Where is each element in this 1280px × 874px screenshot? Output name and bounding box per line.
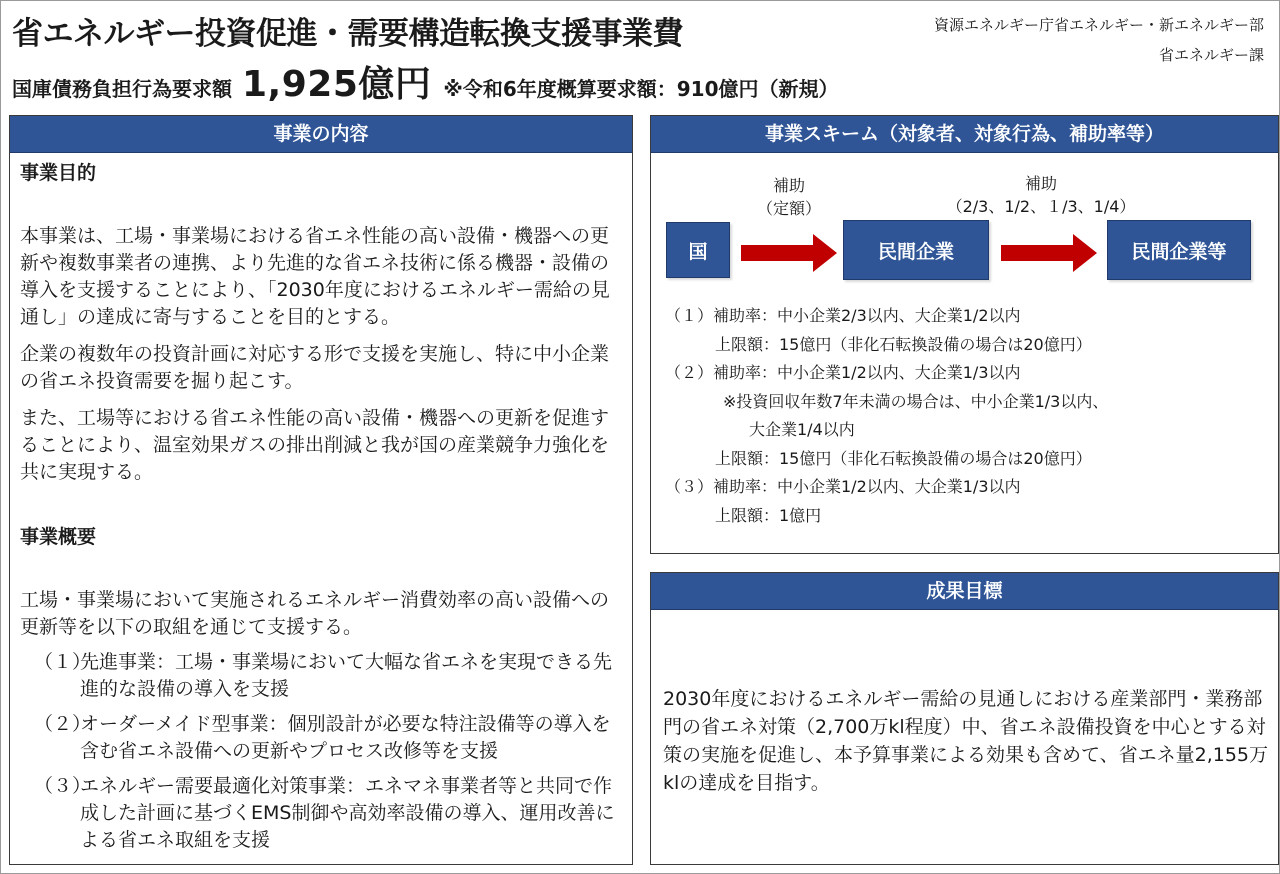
overview-heading: 事業概要 <box>20 526 97 548</box>
rate-3-rate: （３）補助率：中小企業1/2以内、大企業1/3以内 <box>665 477 1021 496</box>
overview-item-number: （１） <box>34 651 92 673</box>
purpose-section <box>20 160 624 486</box>
budget-amount: 1,925億円 <box>242 64 432 105</box>
country-box: 国 <box>666 222 730 278</box>
arrow1-label-line1: 補助 <box>772 176 805 195</box>
page-title: 省エネルギー投資促進・需要構造転換支援事業費 <box>12 16 683 52</box>
right-arrow-icon <box>1001 234 1099 272</box>
overview-item-1 <box>20 649 624 703</box>
budget-line <box>12 56 838 107</box>
right-arrow-icon <box>741 234 839 272</box>
overview-intro: 工場・事業場において実施されるエネルギー消費効率の高い設備への更新等を以下の取組を通じて支援する。 <box>20 589 610 638</box>
purpose-heading: 事業目的 <box>20 162 97 184</box>
rate-2-rate: （２）補助率：中小企業1/2以内、大企業1/3以内 <box>665 363 1021 382</box>
private-company-box: 民間企業 <box>843 220 989 280</box>
overview-item-3 <box>20 773 624 854</box>
scheme-panel <box>650 115 1279 554</box>
arrow2-label <box>931 172 1151 218</box>
rate-1-rate: （１）補助率：中小企業2/3以内、大企業1/2以内 <box>665 306 1021 325</box>
subsidy-rate-list <box>665 302 1108 530</box>
rate-2-note-cont: 大企業1/4以内 <box>749 420 855 439</box>
overview-item-number: （２） <box>34 713 92 735</box>
arrow2-label-line2: （2/3、1/2、１/3、1/4） <box>946 197 1136 216</box>
scheme-heading: 事業スキーム（対象者、対象行為、補助率等） <box>651 116 1278 153</box>
arrow1-label-line2: （定額） <box>756 199 821 218</box>
department-line-1: 資源エネルギー庁省エネルギー・新エネルギー部 <box>933 16 1264 34</box>
overview-item-text: オーダーメイド型事業：個別設計が必要な特注設備等の導入を含む省エネ設備への更新やプロセス改修等を支援 <box>80 713 611 762</box>
overview-item-text: 先進事業：工場・事業場において大幅な省エネを実現できる先進的な設備の導入を支援 <box>80 651 613 700</box>
result-target-panel <box>650 572 1279 865</box>
result-target-text: 2030年度におけるエネルギー需給の見通しにおける産業部門・業務部門の省エネ対策（2,700万kl程度）中、省エネ設備投資を中心とする対策の実施を促進し、本予算事業による効果も含めて、省エネ量2,155万klの達成を目指す。 <box>663 688 1269 794</box>
rate-2-note: ※投資回収年数7年未満の場合は、中小企業1/3以内、 <box>723 391 1109 411</box>
rate-1-cap: 上限額：15億円（非化石転換設備の場合は20億円） <box>715 334 1092 354</box>
arrow1-label <box>743 174 835 220</box>
business-content-heading: 事業の内容 <box>10 116 632 153</box>
budget-label: 国庫債務負担行為要求額 <box>12 77 232 101</box>
department-line-2: 省エネルギー課 <box>1158 46 1264 64</box>
private-company-etc-box: 民間企業等 <box>1107 220 1251 280</box>
business-content-panel <box>9 115 633 865</box>
purpose-paragraph-1: 本事業は、工場・事業場における省エネ性能の高い設備・機器への更新や複数事業者の連携、より先進的な省エネ技術に係る機器・設備の導入を支援することにより、「2030年度におけるエネルギー需給の見通し」の達成に寄与することを目的とする。 <box>20 225 610 328</box>
overview-item-text: エネルギー需要最適化対策事業：エネマネ事業者等と共同で作成した計画に基づくEMS制御や高効率設備の導入、運用改善による省エネ取組を支援 <box>80 775 615 851</box>
overview-item-2 <box>20 711 624 765</box>
result-target-heading: 成果目標 <box>651 573 1278 610</box>
rate-2-cap: 上限額：15億円（非化石転換設備の場合は20億円） <box>715 448 1092 468</box>
arrow2-label-line1: 補助 <box>1024 174 1057 193</box>
purpose-paragraph-2: 企業の複数年の投資計画に対応する形で支援を実施し、特に中小企業の省エネ投資需要を掘り起こす。 <box>20 343 610 392</box>
department-info <box>934 10 1264 70</box>
rate-3-cap: 上限額：1億円 <box>715 505 822 525</box>
overview-item-number: （３） <box>34 775 92 797</box>
overview-section <box>20 524 624 854</box>
budget-note: ※令和6年度概算要求額：910億円（新規） <box>443 77 839 101</box>
purpose-paragraph-3: また、工場等における省エネ性能の高い設備・機器への更新を促進することにより、温室効果ガスの排出削減と我が国の産業競争力強化を共に実現する。 <box>20 407 610 483</box>
